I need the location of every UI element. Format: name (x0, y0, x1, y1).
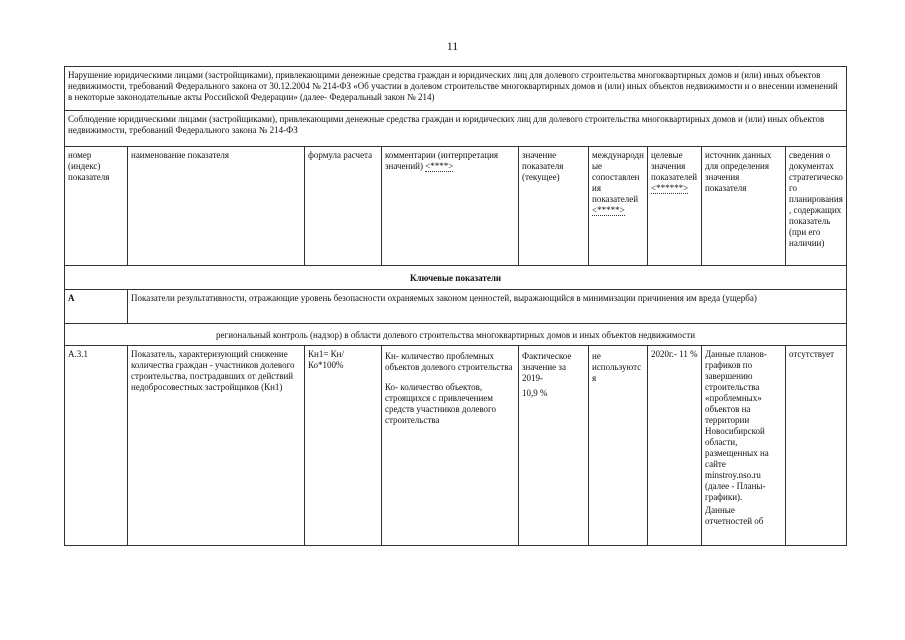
group-a-code: А (65, 290, 128, 324)
table-row (65, 346, 847, 546)
key-indicators-row (65, 266, 847, 290)
header-strategic: сведения о документах стратегического планирования, содержащих показатель (при его наличии) (786, 147, 847, 266)
header-targets (648, 147, 702, 266)
header-name: наименование показателя (128, 147, 305, 266)
page-number: 11 (446, 39, 459, 53)
row-international (589, 346, 648, 546)
header-international (589, 147, 648, 266)
row-source (702, 346, 786, 546)
header-targets-text: целевые значения показателей (651, 150, 698, 182)
indicators-table (64, 66, 847, 546)
header-international-text: международные сопоставления показателей (592, 150, 644, 204)
regional-control-row (65, 324, 847, 346)
compliance-title: Соблюдение юридическими лицами (застройщиками), привлекающими денежные средства граждан и юридических лиц для долевого строительства многоквартирных домов и (или) иных объектов недвижимости, требований Федерального закона № 214-ФЗ (65, 111, 847, 147)
row-value (519, 346, 589, 546)
violation-title: Нарушение юридическими лицами (застройщиками), привлекающими денежные средства граждан и юридических лиц для долевого строительства многоквартирных домов и (или) иных объектов недвижимости, требований Федерального закона от 30.12.2004 № 214-ФЗ «Об участии в долевом строительстве многоквартирных домов и (или) иных объектов недвижимости и о внесении изменений в некоторые законодательные акты Российской Федерации» (далее- Федеральный закон № 214) (65, 67, 847, 111)
header-source: источник данных для определения значения показателя (702, 147, 786, 266)
row-comment-kn: Кн- количество проблемных объектов долевого строительства (385, 351, 513, 372)
group-a-text: Показатели результативности, отражающие уровень безопасности охраняемых законом ценностей, выражающийся в минимизации причинения им вреда (ущерба) (128, 290, 847, 324)
row-value-amount: 10,9 % (522, 388, 548, 398)
header-comments (382, 147, 519, 266)
row-value-label: Фактическое значение за 2019- (522, 351, 572, 383)
row-number: А.3.1 (65, 346, 128, 546)
header-international-ref: <*****> (592, 205, 625, 215)
row-name: Показатель, характеризующий снижение количества граждан - участников долевого строительства, пострадавших от действий недобросовестных застройщиков (Кн1) (128, 346, 305, 546)
header-row (65, 147, 847, 266)
header-comments-ref: <****> (425, 161, 454, 171)
row-comments (382, 346, 519, 546)
key-indicators-title: Ключевые показатели (65, 266, 847, 290)
row-target: 2020г.- 11 % (648, 346, 702, 546)
header-targets-ref: <******> (651, 183, 689, 193)
violation-row (65, 67, 847, 111)
row-formula: Кн1= Кн/Ко*100% (305, 346, 382, 546)
row-source-continued: Данные отчетностей об (705, 505, 764, 526)
header-formula: формула расчета (305, 147, 382, 266)
row-source-text: Данные планов-графиков по завершению строительства «проблемных» объектов на территории Новосибирской области, размещенных на сайте minstroy.nso.ru (далее - Планы-графики). (705, 349, 769, 502)
group-a-row (65, 290, 847, 324)
header-number: номер (индекс) показателя (65, 147, 128, 266)
regional-control-title: региональный контроль (надзор) в области долевого строительства многоквартирных домов и иных объектов недвижимости (65, 324, 847, 346)
header-value: значение показателя (текущее) (519, 147, 589, 266)
compliance-row (65, 111, 847, 147)
row-international-text: не используются (592, 351, 642, 383)
row-strategic: отсутствует (786, 346, 847, 546)
row-comment-ko: Ко- количество объектов, строящихся с привлечением средств участников долевого строительства (385, 382, 496, 425)
header-comments-text: комментарии (интерпретация значений) (385, 150, 499, 171)
